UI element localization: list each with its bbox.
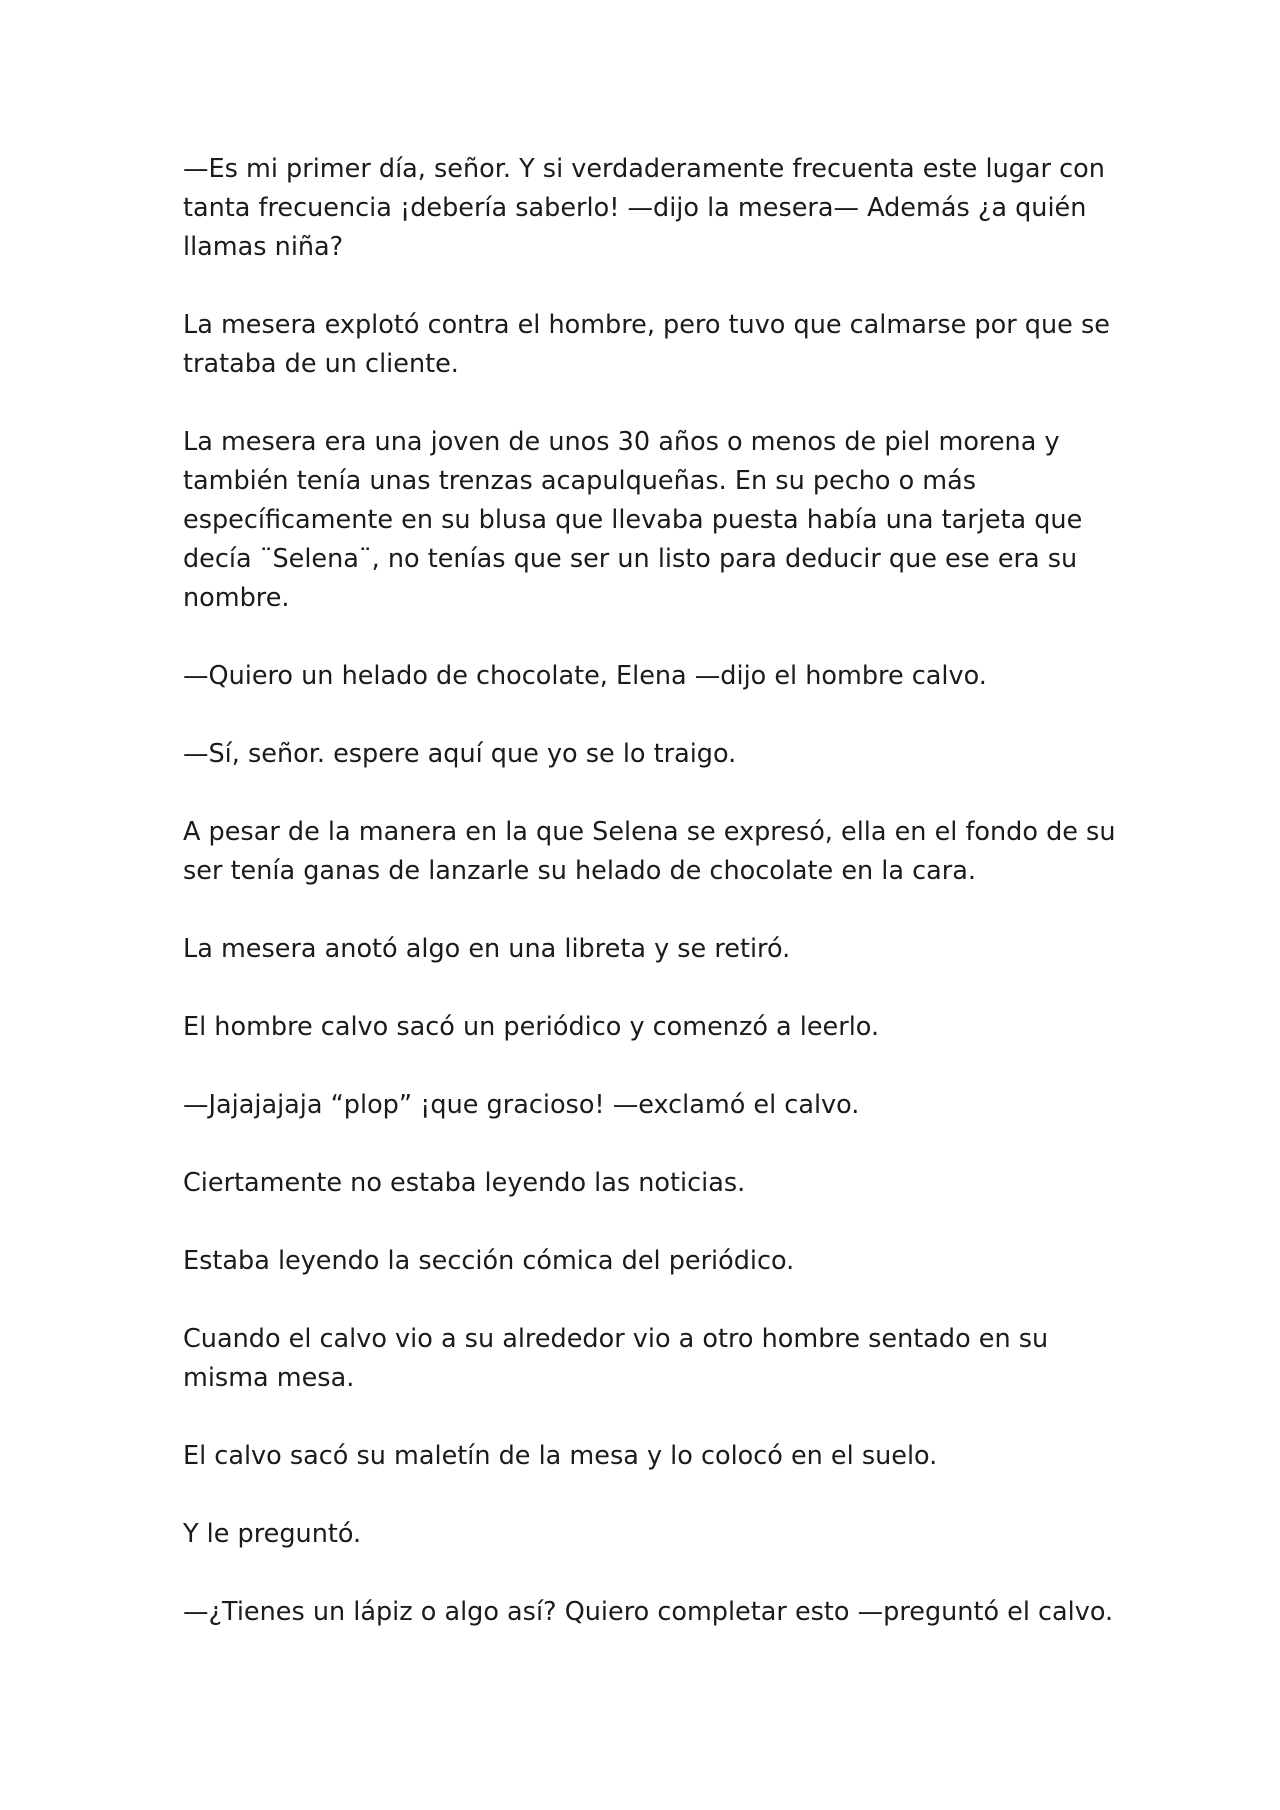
paragraph: La mesera anotó algo en una libreta y se retiró. bbox=[183, 934, 791, 964]
paragraph: Y le preguntó. bbox=[183, 1519, 362, 1549]
paragraph: —¿Tienes un lápiz o algo así? Quiero completar esto —preguntó el calvo. bbox=[183, 1597, 1114, 1627]
paragraph: La mesera era una joven de unos 30 años o menos de piel morena y también tenía unas trenzas acapulqueñas. En su pecho o más específicamente en su blusa que llevaba puesta había una tarjeta que decía ¨Selena¨, no tenías que ser un listo para deducir que ese era su nombre. bbox=[183, 427, 1083, 613]
paragraph: Estaba leyendo la sección cómica del periódico. bbox=[183, 1246, 795, 1276]
paragraph: Cuando el calvo vio a su alrededor vio a otro hombre sentado en su misma mesa. bbox=[183, 1324, 1049, 1393]
paragraph: La mesera explotó contra el hombre, pero tuvo que calmarse por que se trataba de un cliente. bbox=[183, 310, 1110, 379]
paragraph: —Quiero un helado de chocolate, Elena —dijo el hombre calvo. bbox=[183, 661, 987, 691]
paragraph: —Jajajajaja “plop” ¡que gracioso! —exclamó el calvo. bbox=[183, 1090, 860, 1120]
paragraph: Ciertamente no estaba leyendo las noticias. bbox=[183, 1168, 746, 1198]
paragraph: A pesar de la manera en la que Selena se expresó, ella en el fondo de su ser tenía ganas de lanzarle su helado de chocolate en la cara. bbox=[183, 817, 1116, 886]
paragraph: —Es mi primer día, señor. Y si verdaderamente frecuenta este lugar con tanta frecuencia ¡debería saberlo! —dijo la mesera— Además ¿a quién llamas niña? bbox=[183, 154, 1105, 262]
paragraph: —Sí, señor. espere aquí que yo se lo traigo. bbox=[183, 739, 737, 769]
document-body bbox=[183, 150, 1123, 1671]
paragraph: El calvo sacó su maletín de la mesa y lo colocó en el suelo. bbox=[183, 1441, 938, 1471]
paragraph: El hombre calvo sacó un periódico y comenzó a leerlo. bbox=[183, 1012, 880, 1042]
